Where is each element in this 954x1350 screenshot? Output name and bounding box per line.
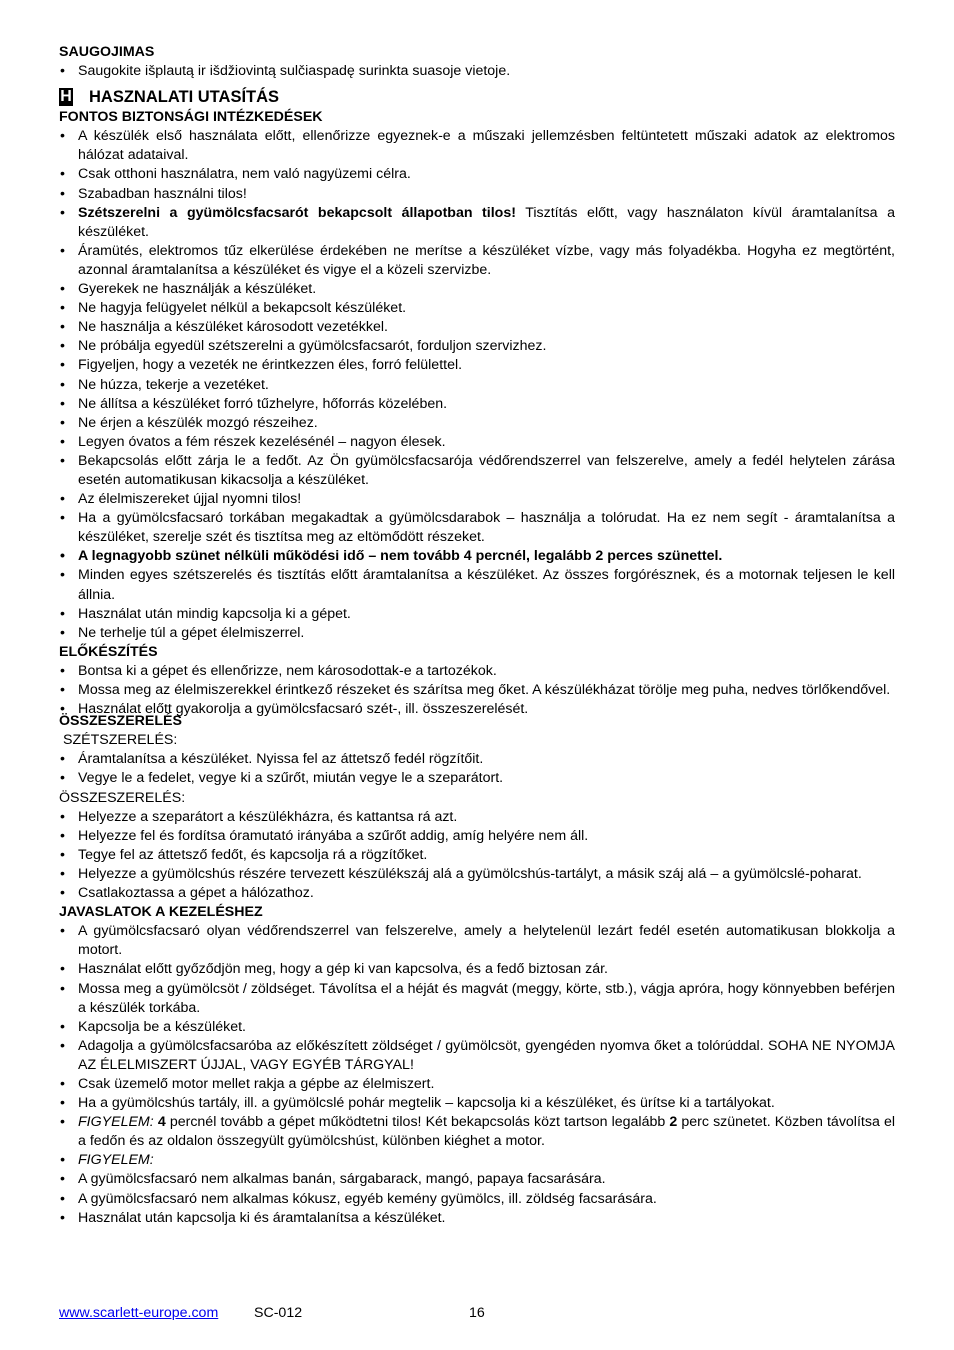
list-item: • Helyezze a szeparátort a készülékházra, és kattantsa rá azt. [59, 808, 895, 827]
list-item: • Bekapcsolás előtt zárja le a fedőt. Az Ön gyümölcsfacsarója védőrendszerrel van felszerelve, amely a fedél helytelen zárása esetén automatikusan kikacsolja a készüléket. [59, 452, 895, 490]
prep-heading: ELŐKÉSZÍTÉS [59, 643, 158, 660]
tips-list [59, 922, 895, 1228]
safety-heading: FONTOS BIZTONSÁGI INTÉZKEDÉSEK [59, 109, 323, 126]
list-item: • Csak otthoni használatra, nem való nagyüzemi célra. [59, 165, 895, 184]
list-item: • A készülék első használata előtt, ellenőrizze egyeznek-e a műszaki jellemzésben feltüntetett műszaki adatok az elektromos hálózat adataival. [59, 127, 895, 165]
list-item: • Csatlakoztassa a gépet a hálózathoz. [59, 884, 895, 903]
storage-list [59, 62, 895, 81]
warning-text: percnél tovább a gépet működtetni tilos! Két bekapcsolás közt tartson legalább [165, 1114, 670, 1131]
list-item: • Adagolja a gyümölcsfacsaróba az előkészített zöldséget / gyümölcsöt, gyengéden nyomva őket a tolórúddal. SOHA NE NYOMJA AZ ÉLELMISZERT ÚJJAL, VAGY EGYÉB TÁRGYAL! [59, 1037, 895, 1075]
list-item [59, 1113, 895, 1151]
list-item: • Helyezze fel és fordítsa óramutató irányába a szűrőt addig, amíg helyére nem áll. [59, 827, 895, 846]
language-badge: H [60, 88, 72, 106]
list-item: • Tegye fel az áttetsző fedőt, és kapcsolja rá a rögzítőket. [59, 846, 895, 865]
assembly-label: ÖSSZESZERELÉS: [59, 789, 186, 806]
list-item: • Helyezze a gyümölcshús részére tervezett készülékszáj alá a gyümölcshús-tartályt, a másik száj alá – a gyümölcslé-poharat. [59, 865, 895, 884]
list-item: • Ne állítsa a készüléket forró tűzhelyre, hőforrás közelében. [59, 395, 895, 414]
list-item: • Vegye le a fedelet, vegye ki a szűrőt, miután vegye le a szeparátort. [59, 769, 895, 788]
page-number: 16 [469, 1305, 485, 1321]
list-item: • Használat után kapcsolja ki és áramtalanítsa a készüléket. [59, 1209, 895, 1228]
warning-text: perc szünetet. Közben távolítsa el a fedőn és az oldalon összegyült gyümölcshúst, különben kiéghet a motor. [78, 1114, 895, 1150]
list-item: • Az élelmiszereket újjal nyomni tilos! [59, 490, 895, 509]
list-item: • Mossa meg a gyümölcsöt / zöldséget. Távolítsa el a héját és magvát (meggy, körte, stb.), vágja apróra, hogy könnyebben beférjen a készülék torkába. [59, 980, 895, 1018]
assembly-list [59, 808, 895, 903]
warning-number: 4 [157, 1114, 166, 1131]
prep-list [59, 662, 895, 719]
list-item: • Ne próbálja egyedül szétszerelni a gyümölcsfacsarót, forduljon szervizhez. [59, 337, 895, 356]
section-title [59, 86, 895, 108]
list-item: • Ne hagyja felügyelet nélkül a bekapcsolt készüléket. [59, 299, 895, 318]
document-page [59, 43, 895, 1228]
warning-rest-text: Tisztítás előtt, vagy használaton kívül áramtalanítsa a készüléket. [78, 204, 895, 240]
list-item: • Ne használja a készüléket károsodott vezetékkel. [59, 318, 895, 337]
list-item: • Minden egyes szétszerelés és tisztítás előtt áramtalanítsa a készüléket. Az összes forgórésznek, és a motornak teljesen le kell állnia. [59, 566, 895, 604]
section-title-text: HASZNALATI UTASÍTÁS [89, 87, 280, 106]
disassembly-list [59, 750, 895, 788]
warning-bold-text: Szétszerelni a gyümölcsfacsarót bekapcsolt állapotban tilos! [78, 204, 516, 221]
list-item: • Bontsa ki a gépet és ellenőrizze, nem károsodottak-e a tartozékok. [59, 662, 895, 681]
list-item: • Legyen óvatos a fém részek kezelésénél – nagyon élesek. [59, 433, 895, 452]
list-item: • Csak üzemelő motor mellet rakja a gépbe az élelmiszert. [59, 1075, 895, 1094]
warning-label: FIGYELEM: [78, 1114, 154, 1131]
list-item: • Szabadban használni tilos! [59, 185, 895, 204]
storage-heading: SAUGOJIMAS [59, 44, 155, 60]
model-number: SC-012 [254, 1305, 303, 1321]
list-item: • Ne érjen a készülék mozgó részeihez. [59, 414, 895, 433]
list-item: • A gyümölcsfacsaró nem alkalmas banán, sárgabarack, mangó, papaya facsarására. [59, 1170, 895, 1189]
list-item: • Áramütés, elektromos tűz elkerülése érdekében ne merítse a készüléket vízbe, vagy más folyadékba. Hogyha ez megtörtént, azonnal áramtalanítsa a készüléket és vigye el a közeli szervizbe. [59, 242, 895, 280]
list-item: • A gyümölcsfacsaró nem alkalmas kókusz, egyéb kemény gyümölcs, ill. zöldség facsarására. [59, 1190, 895, 1209]
tips-heading: JAVASLATOK A KEZELÉSHEZ [59, 904, 263, 921]
list-item: • Saugokite išplautą ir išdžiovintą sulčiaspadę surinkta suasoje vietoje. [59, 62, 895, 81]
page-footer [59, 1304, 895, 1324]
disassembly-label: SZÉTSZERELÉS: [63, 732, 178, 749]
list-item: • Használat előtt győződjön meg, hogy a gép ki van kapcsolva, és a fedő biztosan zár. [59, 960, 895, 979]
list-item: • Ne terhelje túl a gépet élelmiszerrel. [59, 624, 895, 643]
warning-number: 2 [669, 1114, 678, 1131]
list-item: • Gyerekek ne használják a készüléket. [59, 280, 895, 299]
list-item: • Ha a gyümölcsfacsaró torkában megakadtak a gyümölcsdarabok – használja a tolórudat. Ha ez nem segít - áramtalanítsa a készüléket, szerelje szét és tisztítsa meg az eltömődött részeket. [59, 509, 895, 547]
list-item [59, 204, 895, 242]
list-item: • Mossa meg az élelmiszerekkel érintkező részeket és szárítsa meg őket. A készülékházat törölje meg puha, nedves törlőkendővel. [59, 681, 895, 700]
list-item: • Figyeljen, hogy a vezeték ne érintkezzen éles, forró felülettel. [59, 356, 895, 375]
list-item: • Áramtalanítsa a készüléket. Nyissa fel az áttetsző fedél rögzítőit. [59, 750, 895, 769]
list-item: • Használat után mindig kapcsolja ki a gépet. [59, 605, 895, 624]
list-item: • A legnagyobb szünet nélküli működési idő – nem tovább 4 percnél, legalább 2 perces szünettel. [59, 547, 895, 566]
list-item: • Ha a gyümölcshús tartály, ill. a gyümölcslé pohár megtelik – kapcsolja ki a készüléket, és ürítse ki a tartályokat. [59, 1094, 895, 1113]
list-item: • FIGYELEM: [59, 1151, 895, 1170]
list-item: • A gyümölcsfacsaró olyan védőrendszerrel van felszerelve, amely a helytelenül lezárt fedél esetén automatikusan blokkolja a motort. [59, 922, 895, 960]
website-link[interactable]: www.scarlett-europe.com [59, 1305, 219, 1321]
safety-list [59, 127, 895, 643]
list-item: • Használat előtt gyakorolja a gyümölcsfacsaró szét-, ill. összeszerelését. [59, 700, 895, 719]
list-item: • Ne húzza, tekerje a vezetéket. [59, 376, 895, 395]
assembly-heading: ÖSSZESZERELÉS [59, 713, 182, 730]
list-item: • Kapcsolja be a készüléket. [59, 1018, 895, 1037]
